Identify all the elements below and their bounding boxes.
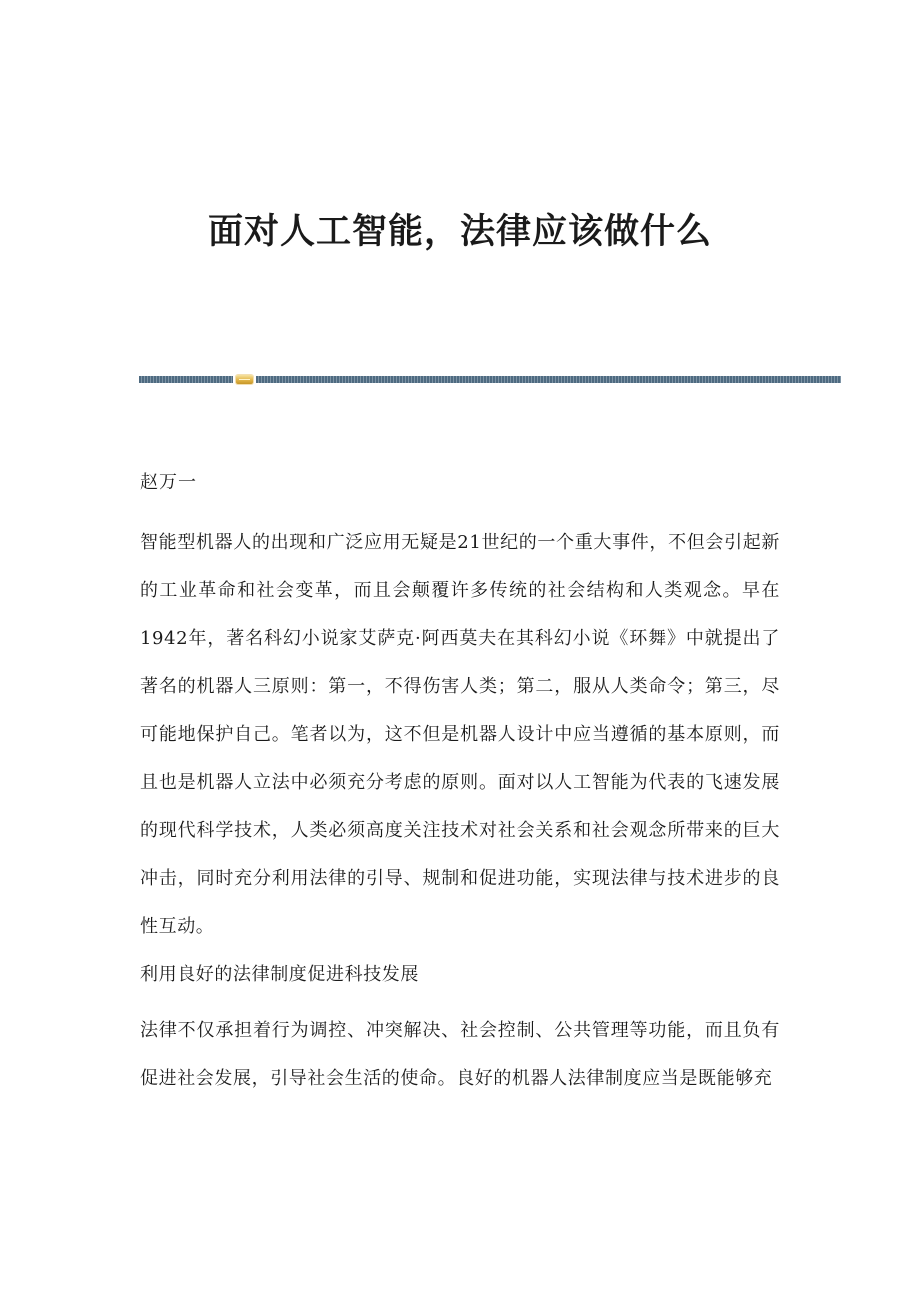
divider-right-segment bbox=[256, 376, 841, 383]
paragraph-intro: 智能型机器人的出现和广泛应用无疑是21世纪的一个重大事件，不但会引起新的工业革命和社会变革，而且会颠覆许多传统的社会结构和人类观念。早在1942年，著名科幻小说家艾萨克·阿西莫夫在其科幻小说《环舞》中就提出了著名的机器人三原则：第一，不得伤害人类；第二，服从人类命令；第三，尽可能地保护自己。笔者以为，这不但是机器人设计中应当遵循的基本原则，而且也是机器人立法中必须充分考虑的原则。面对以人工智能为代表的飞速发展的现代科学技术，人类必须高度关注技术对社会关系和社会观念所带来的巨大冲击，同时充分利用法律的引导、规制和促进功能，实现法律与技术进步的良性互动。 bbox=[140, 532, 780, 937]
document-body bbox=[140, 463, 780, 1103]
section-heading: 利用良好的法律制度促进科技发展 bbox=[140, 964, 419, 985]
divider-left-segment bbox=[139, 376, 233, 383]
divider-ornament-icon bbox=[236, 375, 253, 384]
title-divider bbox=[139, 375, 841, 384]
paragraph-section: 法律不仅承担着行为调控、冲突解决、社会控制、公共管理等功能，而且负有促进社会发展，引导社会生活的使命。良好的机器人法律制度应当是既能够充 bbox=[140, 1020, 780, 1089]
document-title: 面对人工智能，法律应该做什么 bbox=[207, 211, 712, 252]
author-name: 赵万一 bbox=[140, 472, 197, 493]
